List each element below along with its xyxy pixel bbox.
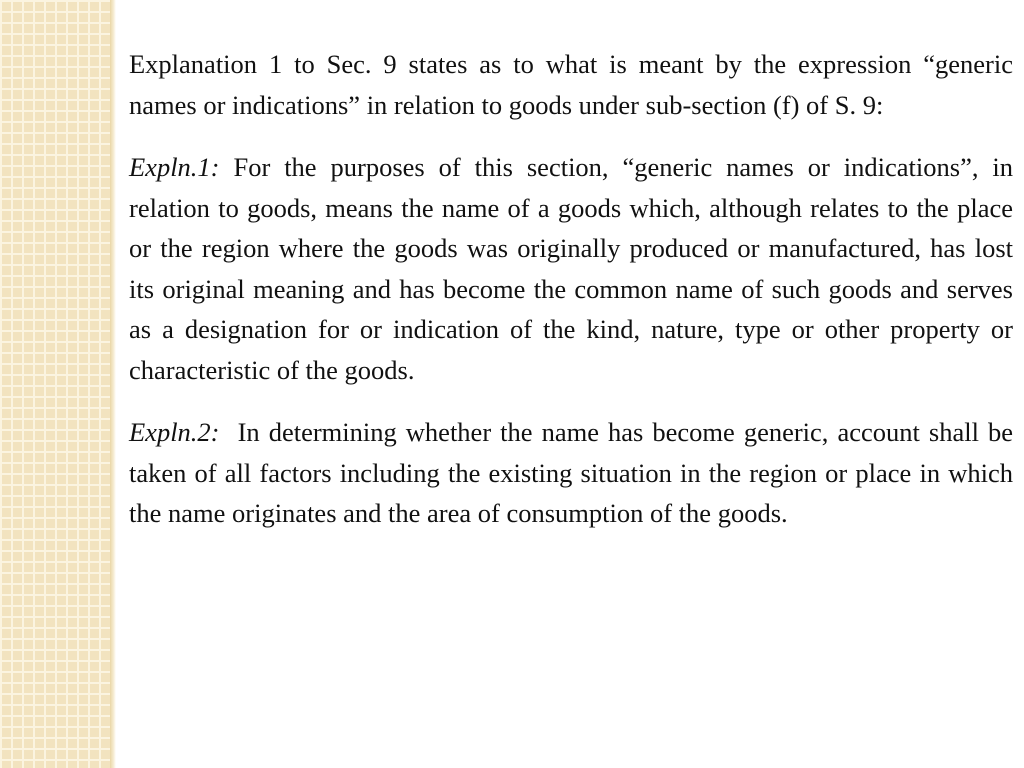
- side-strip-divider: [110, 0, 116, 768]
- slide-body: [129, 44, 1013, 556]
- explanation-1-label: Expln.1:: [129, 152, 220, 182]
- explanation-1-paragraph: [129, 147, 1013, 390]
- explanation-1-text: For the purposes of this section, “generic names or indications”, in relation to goods, means the name of a goods which, although relates to the place or the region where the goods was originally produced or manufactured, has lost its original meaning and has become the common name of such goods and serves as a designation for or indication of the kind, nature, type or other property or characteristic of the goods.: [129, 152, 1014, 385]
- explanation-2-label: Expln.2:: [129, 417, 220, 447]
- explanation-2-paragraph: [129, 412, 1013, 534]
- decorative-side-strip: [0, 0, 110, 768]
- explanation-2-text: In determining whether the name has become generic, account shall be taken of all factors including the existing situation in the region or place in which the name originates and the area of consumption of the goods.: [129, 417, 1013, 528]
- intro-paragraph: Explanation 1 to Sec. 9 states as to what is meant by the expression “generic names or indications” in relation to goods under sub-section (f) of S. 9:: [129, 49, 1013, 120]
